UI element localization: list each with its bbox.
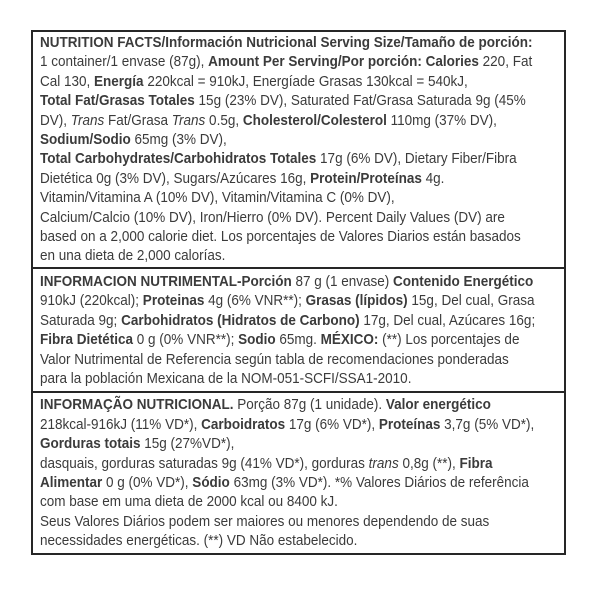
label-text-segment: Trans — [171, 111, 206, 129]
label-text-segment: Fibra Dietética — [40, 331, 134, 349]
label-line — [40, 473, 529, 492]
label-text-segment: Protein/Proteínas — [310, 169, 422, 187]
label-text-segment: 0.5g, — [205, 111, 243, 129]
label-text-segment: 15g, Del cual, Grasa — [407, 292, 535, 310]
label-text-segment: trans — [368, 454, 399, 472]
label-text-segment: Proteinas — [142, 292, 205, 310]
label-line — [40, 350, 509, 369]
label-text-segment: Fat/Grasa — [104, 111, 172, 129]
label-line — [40, 311, 536, 330]
label-text-segment: Sodio — [238, 331, 276, 349]
label-text-segment: Trans — [70, 111, 105, 129]
section-mx-informacion-nutrimental — [33, 267, 564, 391]
label-line — [40, 111, 506, 130]
label-text-segment: Valor energético — [385, 396, 491, 414]
label-text-segment: 218kcal-916kJ (11% VD*), — [40, 415, 202, 433]
label-text-segment: 110mg (37% DV), — [386, 111, 497, 129]
label-text-segment: 910kJ (220kcal); — [40, 292, 143, 310]
label-line — [40, 149, 517, 168]
label-text-segment: based on a 2,000 calorie diet. Los porcentajes de Valores Diarios están basados — [40, 228, 521, 246]
label-text-segment: 65mg (3% DV), — [130, 131, 227, 149]
label-text-segment: en una dieta de 2,000 calorías. — [40, 247, 226, 265]
label-line — [40, 208, 506, 227]
label-line — [40, 272, 534, 291]
section-br-informacao-nutricional — [33, 391, 564, 552]
label-text-segment: 4g (6% VNR**); — [204, 292, 306, 310]
label-text-segment: 1 container/1 envase (87g), — [40, 53, 209, 71]
label-text-segment: NUTRITION FACTS/Información Nutricional Serving Size/Tamaño de porción: — [40, 34, 533, 51]
label-text-segment: 65mg. — [275, 331, 321, 349]
label-text-segment: INFORMACION NUTRIMENTAL-Porción — [40, 272, 292, 290]
label-text-segment: 220kcal = 910kJ, Energíade Grasas 130kcal = 540kJ, — [143, 72, 468, 90]
label-text-segment: 17g, Del cual, Azúcares 16g; — [359, 311, 536, 329]
label-text-segment: Calcium/Calcio (10% DV), Iron/Hierro (0% DV). Percent Daily Values (DV) are — [40, 208, 505, 226]
label-text-segment: INFORMAÇÃO NUTRICIONAL. — [40, 396, 234, 414]
label-text-segment: necessidades energéticas. (**) VD Não estabelecido. — [40, 532, 358, 550]
label-text-segment: 0 g (0% VNR**); — [133, 331, 239, 349]
label-line — [40, 188, 506, 207]
label-text-segment: 17g (6% VD*), — [285, 415, 379, 433]
label-line — [40, 492, 506, 511]
label-line — [40, 454, 506, 473]
nutrition-label — [31, 30, 566, 555]
label-text-segment: Carbohidratos (Hidratos de Carbono) — [121, 311, 360, 329]
label-text-segment: Sodium/Sodio — [40, 131, 131, 149]
label-line — [40, 246, 506, 265]
label-text-segment: Cal 130, — [40, 72, 95, 90]
label-text-segment: Amount Per Serving/Por porción: Calories — [208, 53, 479, 71]
label-text-segment: 3,7g (5% VD*), — [440, 415, 535, 433]
label-text-segment: 0,8g (**), — [398, 454, 460, 472]
label-text-segment: 87 g (1 envase) — [291, 272, 394, 290]
label-text-segment: Seus Valores Diários podem ser maiores ou menores dependendo de suas — [40, 512, 490, 530]
label-line — [40, 130, 506, 149]
label-text-segment: 63mg (3% VD*). *% Valores Diários de referência — [229, 473, 529, 491]
label-text-segment: Saturada 9g; — [40, 311, 122, 329]
label-text-segment: 15g (27%VD*), — [140, 435, 235, 453]
label-text-segment: Grasas (lípidos) — [305, 292, 408, 310]
label-text-segment: Gorduras totais — [40, 435, 141, 453]
label-text-segment: Dietética 0g (3% DV), Sugars/Azúcares 16g, — [40, 169, 311, 187]
label-line — [40, 531, 506, 550]
label-text-segment: Proteínas — [378, 415, 441, 433]
label-line — [40, 52, 533, 71]
label-text-segment: Vitamin/Vitamina A (10% DV), Vitamin/Vitamina C (0% DV), — [40, 189, 395, 207]
label-line — [40, 330, 520, 349]
label-line — [40, 91, 526, 110]
label-text-segment: Total Fat/Grasas Totales — [40, 92, 195, 110]
label-line — [40, 434, 506, 453]
label-text-segment: 220, Fat — [478, 53, 533, 71]
label-text-segment: Valor Nutrimental de Referencia según tabla de recomendaciones ponderadas — [40, 350, 509, 368]
label-text-segment: Contenido Energético — [393, 272, 534, 290]
label-line — [40, 72, 506, 91]
label-text-segment: Porção 87g (1 unidade). — [233, 396, 386, 414]
label-line — [40, 512, 506, 531]
label-text-segment: com base em uma dieta de 2000 kcal ou 8400 kJ. — [40, 493, 338, 511]
label-text-segment: (**) Los porcentajes de — [378, 331, 520, 349]
label-text-segment: Energía — [94, 72, 144, 90]
label-text-segment: para la población Mexicana de la NOM-051-SCFI/SSA1-2010. — [40, 369, 412, 387]
label-line — [40, 291, 535, 310]
label-text-segment: Total Carbohydrates/Carbohidratos Totales — [40, 150, 317, 168]
label-text-segment: dasquais, gorduras saturadas 9g (41% VD*), gorduras — [40, 454, 369, 472]
label-text-segment: Alimentar — [40, 473, 103, 491]
label-text-segment: DV), — [40, 111, 71, 129]
label-text-segment: 0 g (0% VD*), — [102, 473, 193, 491]
label-text-segment: 4g. — [421, 169, 445, 187]
label-line — [40, 395, 506, 414]
label-line — [40, 169, 506, 188]
label-text-segment: 15g (23% DV), Saturated Fat/Grasa Saturada 9g (45% — [194, 92, 526, 110]
label-line — [40, 369, 506, 388]
label-text-segment: Sódio — [192, 473, 230, 491]
label-text-segment: Carboidratos — [201, 415, 286, 433]
label-line — [40, 33, 533, 52]
label-line — [40, 415, 535, 434]
label-text-segment: 17g (6% DV), Dietary Fiber/Fibra — [316, 150, 517, 168]
label-line — [40, 227, 521, 246]
label-text-segment: Fibra — [459, 454, 493, 472]
label-text-segment: MÉXICO: — [320, 331, 379, 349]
section-us-nutrition-facts — [33, 32, 564, 267]
label-text-segment: Cholesterol/Colesterol — [242, 111, 387, 129]
